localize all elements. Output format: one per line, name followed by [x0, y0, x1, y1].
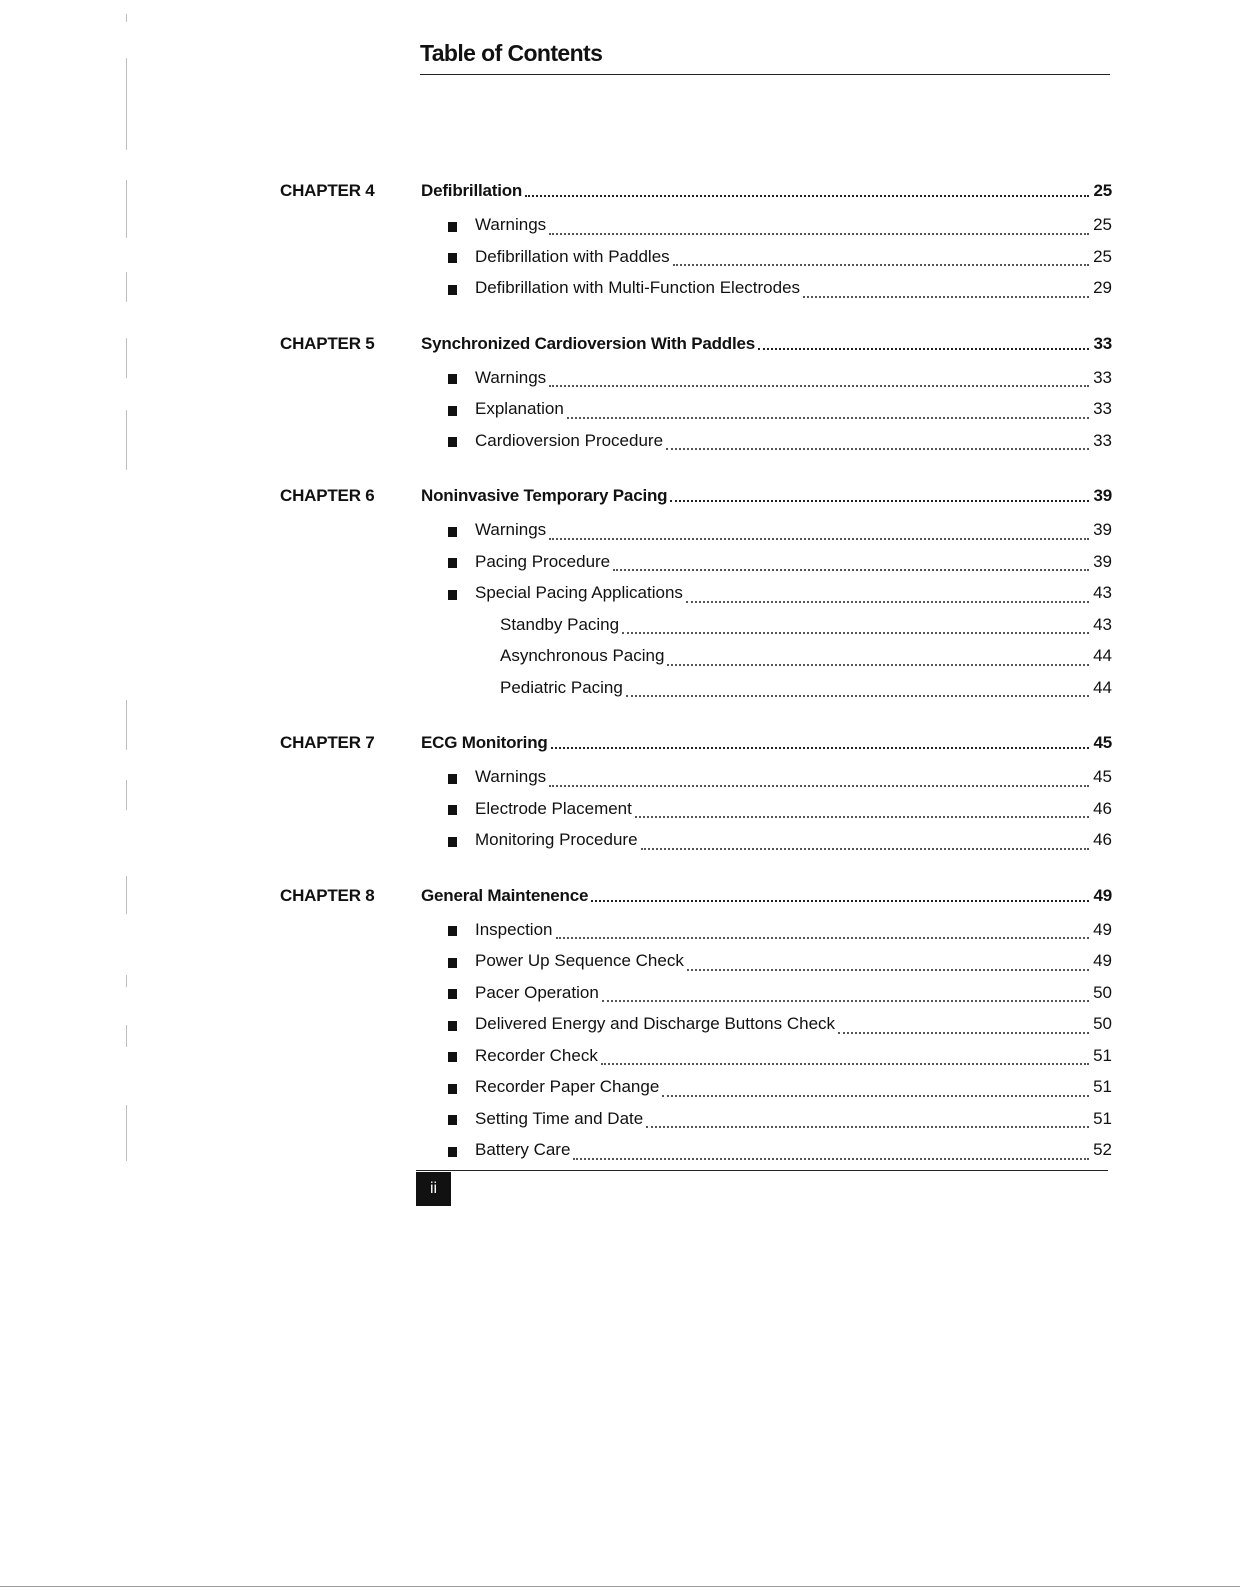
entry-page-number: 44 — [1093, 677, 1112, 697]
entry-title: Pediatric Pacing — [500, 677, 623, 697]
chapter-entries — [421, 330, 1112, 459]
toc-item-row[interactable] — [421, 579, 1112, 611]
toc-subitem-row[interactable] — [421, 611, 1112, 643]
entry-title: Standby Pacing — [500, 614, 620, 634]
square-bullet-icon — [448, 285, 457, 295]
entry-title: Power Up Sequence Check — [475, 951, 684, 970]
toc-item-row[interactable] — [421, 947, 1112, 979]
entry-page-number: 43 — [1093, 583, 1112, 602]
toc-item-row[interactable] — [421, 1073, 1112, 1105]
square-bullet-icon — [448, 926, 457, 936]
entry-title: Warnings — [475, 767, 547, 786]
toc-item-row[interactable] — [421, 516, 1112, 548]
chapter-page-number: 49 — [1093, 885, 1112, 905]
square-bullet-icon — [448, 253, 457, 263]
dot-leader — [758, 347, 1089, 350]
entry-page-number: 49 — [1093, 951, 1112, 970]
chapter-entries — [421, 882, 1112, 1168]
toc-item-row[interactable] — [421, 274, 1112, 306]
entry-title: Monitoring Procedure — [475, 830, 638, 849]
entry-page-number: 25 — [1093, 215, 1112, 234]
dot-leader — [601, 1062, 1089, 1065]
dot-leader — [591, 899, 1089, 902]
entry-page-number: 29 — [1093, 278, 1112, 297]
chapter-label: CHAPTER 7 — [280, 733, 375, 752]
entry-page-number: 46 — [1093, 798, 1112, 818]
dot-leader — [687, 968, 1089, 971]
square-bullet-icon — [448, 590, 457, 600]
dot-leader — [622, 631, 1089, 634]
entry-page-number: 39 — [1093, 520, 1112, 539]
chapter-page-number: 45 — [1093, 733, 1112, 752]
entry-title: Pacer Operation — [475, 982, 599, 1002]
dot-leader — [641, 847, 1089, 850]
entry-page-number: 44 — [1093, 646, 1112, 665]
entry-title: Defibrillation with Paddles — [475, 246, 670, 266]
square-bullet-icon — [448, 406, 457, 416]
table-of-contents — [280, 177, 1112, 1192]
square-bullet-icon — [448, 1084, 457, 1094]
entry-title: Setting Time and Date — [475, 1108, 644, 1128]
dot-leader — [602, 999, 1089, 1002]
toc-item-row[interactable] — [421, 916, 1112, 948]
chapter-title: Synchronized Cardioversion With Paddles — [421, 333, 756, 353]
toc-item-row[interactable] — [421, 211, 1112, 243]
chapter-entries — [421, 482, 1112, 705]
dot-leader — [549, 784, 1089, 787]
entry-page-number: 51 — [1093, 1108, 1112, 1128]
entry-title: Electrode Placement — [475, 798, 632, 818]
dot-leader — [686, 600, 1089, 603]
page-header — [420, 38, 1110, 75]
square-bullet-icon — [448, 1115, 457, 1125]
entry-title: Pacing Procedure — [475, 551, 611, 571]
entry-page-number: 25 — [1093, 246, 1112, 266]
page-number: ii — [416, 1172, 451, 1206]
dot-leader — [673, 263, 1089, 266]
toc-item-row[interactable] — [421, 826, 1112, 858]
entry-page-number: 52 — [1093, 1140, 1112, 1159]
entry-title: Battery Care — [475, 1140, 571, 1159]
toc-item-row[interactable] — [421, 1105, 1112, 1137]
chapter-page-number: 33 — [1093, 333, 1112, 353]
entry-page-number: 33 — [1093, 367, 1112, 387]
header-rule — [420, 74, 1110, 75]
scan-margin-marks — [126, 0, 128, 1300]
chapter-label: CHAPTER 6 — [280, 486, 375, 505]
entry-page-number: 51 — [1093, 1045, 1112, 1065]
dot-leader — [573, 1157, 1089, 1160]
toc-item-row[interactable] — [421, 979, 1112, 1011]
toc-item-row[interactable] — [421, 1042, 1112, 1074]
chapter-label: CHAPTER 5 — [280, 333, 375, 353]
toc-item-row[interactable] — [421, 1136, 1112, 1168]
square-bullet-icon — [448, 958, 457, 968]
entry-title: Special Pacing Applications — [475, 583, 683, 602]
dot-leader — [646, 1125, 1089, 1128]
dot-leader — [670, 499, 1089, 502]
square-bullet-icon — [448, 774, 457, 784]
chapter-title: Defibrillation — [421, 181, 523, 200]
page-title: Table of Contents — [420, 40, 603, 66]
chapter-entries — [421, 177, 1112, 306]
entry-page-number: 43 — [1093, 614, 1112, 634]
square-bullet-icon — [448, 222, 457, 232]
chapter-title: General Maintenence — [421, 885, 589, 905]
square-bullet-icon — [448, 558, 457, 568]
toc-item-row[interactable] — [421, 364, 1112, 396]
chapter-page-number: 39 — [1093, 486, 1112, 505]
chapter-section — [280, 177, 1112, 306]
entry-page-number: 49 — [1093, 919, 1112, 939]
dot-leader — [549, 232, 1089, 235]
square-bullet-icon — [448, 1021, 457, 1031]
dot-leader — [626, 694, 1089, 697]
dot-leader — [556, 936, 1090, 939]
toc-item-row[interactable] — [421, 395, 1112, 427]
toc-chapter-row[interactable] — [421, 330, 1112, 358]
entry-title: Recorder Check — [475, 1045, 598, 1065]
chapter-label: CHAPTER 4 — [280, 181, 375, 200]
entry-title: Defibrillation with Multi-Function Electrodes — [475, 278, 801, 297]
square-bullet-icon — [448, 1147, 457, 1157]
entry-title: Warnings — [475, 520, 547, 539]
chapter-page-number: 25 — [1093, 181, 1112, 200]
dot-leader — [635, 815, 1089, 818]
toc-item-row[interactable] — [421, 795, 1112, 827]
dot-leader — [613, 568, 1089, 571]
toc-item-row[interactable] — [421, 243, 1112, 275]
entry-page-number: 33 — [1093, 430, 1112, 450]
square-bullet-icon — [448, 374, 457, 384]
entry-page-number: 46 — [1093, 830, 1112, 849]
toc-item-row[interactable] — [421, 427, 1112, 459]
toc-subitem-row[interactable] — [421, 674, 1112, 706]
dot-leader — [551, 746, 1089, 749]
chapter-section — [280, 330, 1112, 459]
square-bullet-icon — [448, 989, 457, 999]
toc-item-row[interactable] — [421, 1010, 1112, 1042]
chapter-entries — [421, 729, 1112, 858]
footer-rule — [416, 1170, 1108, 1171]
square-bullet-icon — [448, 1052, 457, 1062]
page-footer — [416, 1170, 1108, 1197]
square-bullet-icon — [448, 437, 457, 447]
entry-title: Inspection — [475, 919, 553, 939]
entry-title: Delivered Energy and Discharge Buttons Check — [475, 1014, 836, 1033]
entry-page-number: 39 — [1093, 551, 1112, 571]
entry-page-number: 50 — [1093, 982, 1112, 1002]
entry-title: Warnings — [475, 215, 547, 234]
toc-subitem-row[interactable] — [421, 642, 1112, 674]
toc-chapter-row[interactable] — [421, 729, 1112, 757]
entry-title: Warnings — [475, 367, 547, 387]
dot-leader — [803, 295, 1089, 298]
toc-chapter-row[interactable] — [421, 482, 1112, 510]
entry-page-number: 33 — [1093, 399, 1112, 418]
entry-title: Asynchronous Pacing — [500, 646, 665, 665]
dot-leader — [662, 1094, 1089, 1097]
toc-chapter-row[interactable] — [421, 177, 1112, 205]
dot-leader — [549, 537, 1089, 540]
dot-leader — [525, 194, 1089, 197]
toc-item-row[interactable] — [421, 763, 1112, 795]
chapter-section — [280, 729, 1112, 858]
chapter-section — [280, 482, 1112, 705]
toc-item-row[interactable] — [421, 548, 1112, 580]
scan-bottom-edge — [0, 1586, 1240, 1587]
chapter-label: CHAPTER 8 — [280, 885, 375, 905]
chapter-title: Noninvasive Temporary Pacing — [421, 486, 668, 505]
dot-leader — [567, 416, 1089, 419]
dot-leader — [667, 663, 1089, 666]
entry-title: Recorder Paper Change — [475, 1077, 660, 1096]
chapter-section — [280, 882, 1112, 1168]
entry-title: Cardioversion Procedure — [475, 430, 664, 450]
dot-leader — [838, 1031, 1089, 1034]
entry-page-number: 45 — [1093, 767, 1112, 786]
chapter-title: ECG Monitoring — [421, 733, 548, 752]
toc-chapter-row[interactable] — [421, 882, 1112, 910]
entry-page-number: 50 — [1093, 1014, 1112, 1033]
square-bullet-icon — [448, 805, 457, 815]
entry-title: Explanation — [475, 399, 564, 418]
dot-leader — [666, 447, 1089, 450]
square-bullet-icon — [448, 527, 457, 537]
entry-page-number: 51 — [1093, 1077, 1112, 1096]
dot-leader — [549, 384, 1089, 387]
square-bullet-icon — [448, 837, 457, 847]
